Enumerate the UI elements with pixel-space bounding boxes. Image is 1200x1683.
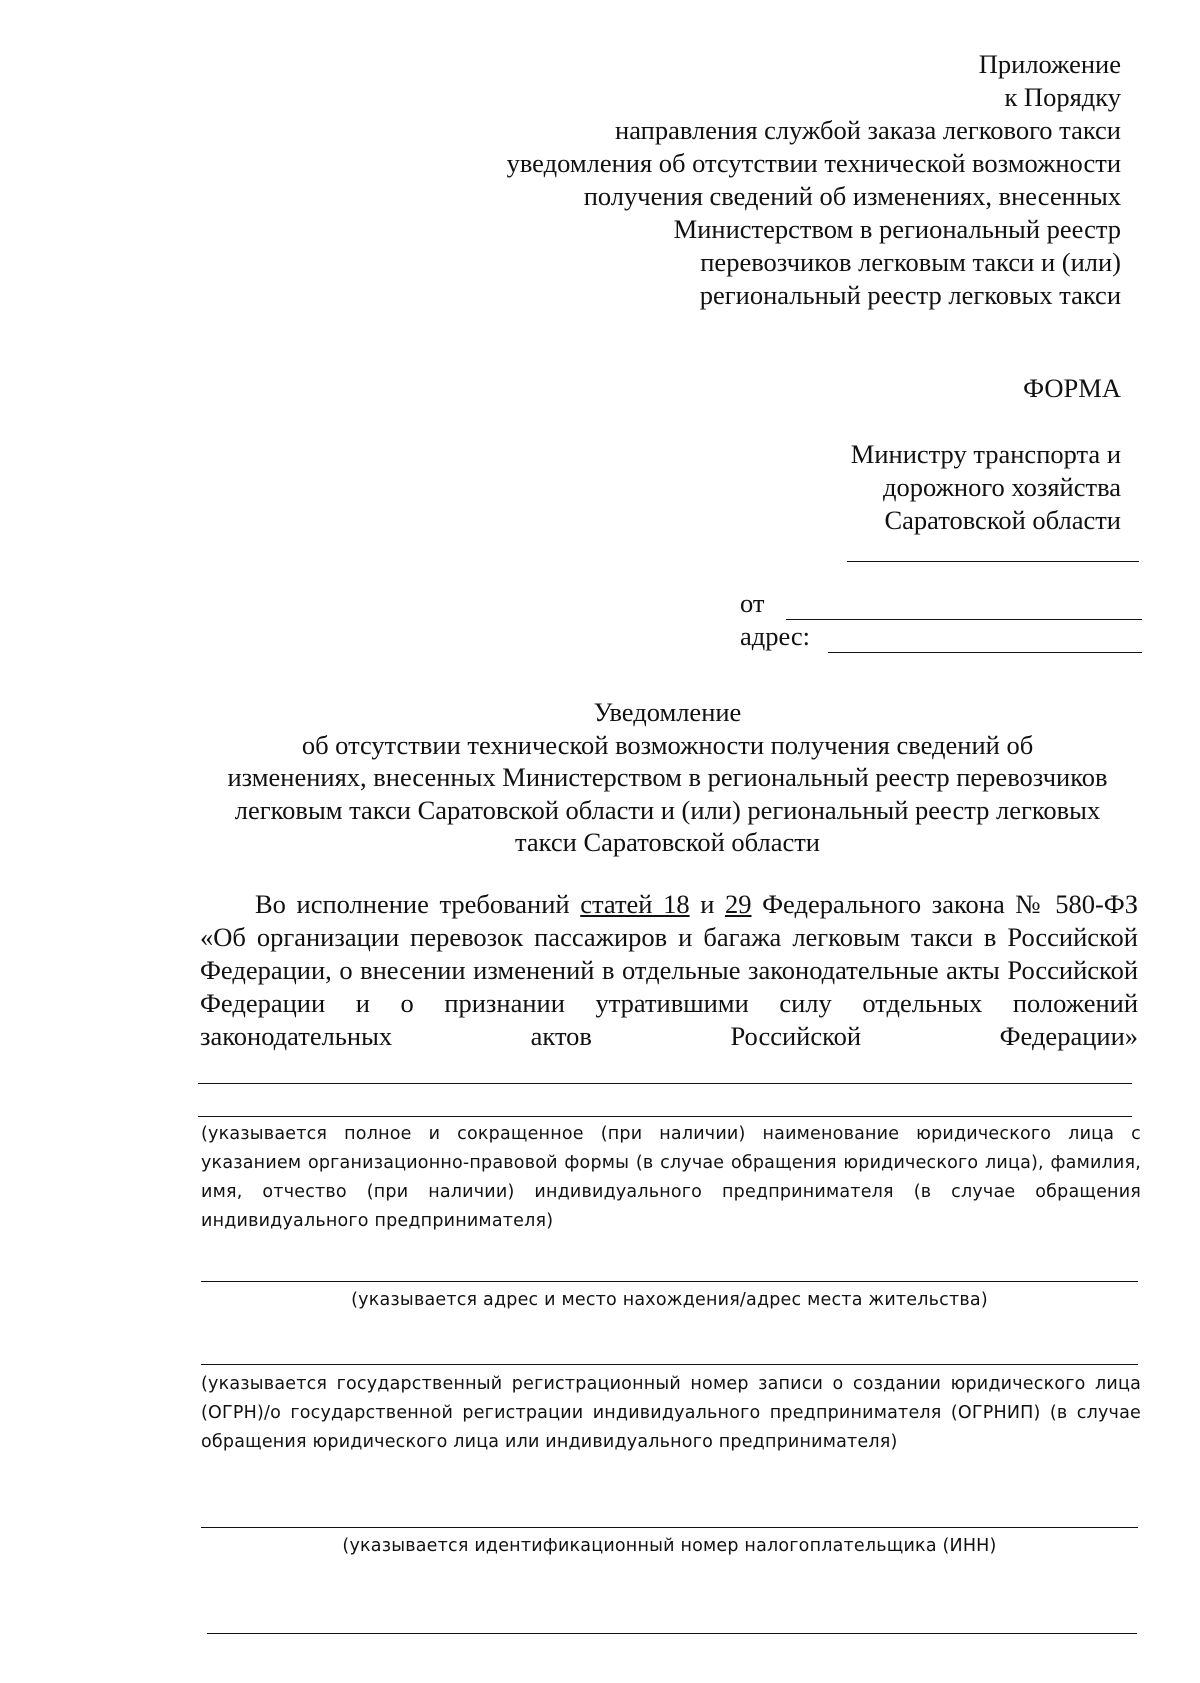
appendix-header [507, 48, 1121, 312]
note-registration: (указывается государственный регистрационный номер записи о создании юридического лица (ОГРН)/о государственной регистрации индивидуального предпринимателя (ОГРНИП) (в случае обращения юридического лица или индивидуального предпринимателя) [201, 1374, 1141, 1452]
body-text-part: Федерального закона № 580-ФЗ «Об организации перевозок пассажиров и багажа легковым такси в Российской Федерации, о внесении изменений в отдельные законодательные акты Российской Федерации и о признании утратившими силу отдельных положений законодательных актов Российской Федерации» [200, 889, 1138, 1051]
header-line: перевозчиков легковым такси и (или) [700, 247, 1121, 277]
body-text-part: и [689, 889, 725, 919]
notification-title [195, 696, 1140, 859]
note-org-name: (указывается полное и сокращенное (при наличии) наименование юридического лица с указанием организационно-правовой формы (в случае обращения юридического лица), фамилия, имя, отчество (при наличии) индивидуального предпринимателя (в случае обращения индивидуального предпринимателя) [201, 1124, 1141, 1231]
header-line: Приложение [978, 49, 1121, 79]
title-line: изменениях, внесенных Министерством в региональный реестр перевозчиков [227, 762, 1108, 792]
title-line: об отсутствии технической возможности получения сведений об [301, 729, 1034, 760]
form-label: ФОРМА [1023, 373, 1121, 403]
title-line: легковым такси Саратовской области и (или) региональный реестр легковых [234, 794, 1101, 825]
header-line: региональный реестр легковых такси [699, 280, 1121, 310]
fill-line [201, 1281, 1138, 1282]
fill-line [198, 1116, 1132, 1117]
title-line: такси Саратовской области [515, 827, 820, 857]
recipient-line: Саратовской области [884, 505, 1121, 535]
fill-line [198, 1083, 1132, 1084]
note-inn: (указывается идентификационный номер налогоплательщика (ИНН) [342, 1536, 997, 1556]
fill-line [207, 1633, 1137, 1634]
recipient-line: Министру транспорта и [850, 439, 1121, 469]
address-blank-line [828, 652, 1142, 653]
fill-line [201, 1527, 1138, 1528]
address-label: адрес: [740, 621, 811, 651]
header-line: направления службой заказа легкового такси [615, 115, 1121, 145]
law-article-18-link[interactable]: статей 18 [580, 889, 690, 919]
body-text-part: Во исполнение требований [255, 889, 581, 919]
title-heading: Уведомление [593, 697, 742, 727]
recipient-blank-line [847, 561, 1139, 562]
from-label: от [740, 588, 765, 618]
recipient-line: дорожного хозяйства [883, 472, 1121, 502]
header-line: Министерством в региональный реестр [673, 214, 1121, 244]
body-paragraph [200, 888, 1138, 1053]
recipient-block [851, 438, 1121, 537]
law-article-29-link[interactable]: 29 [725, 889, 752, 919]
header-line: к Порядку [1004, 82, 1121, 112]
header-line: получения сведений об изменениях, внесенных [583, 181, 1121, 211]
fill-line [201, 1364, 1138, 1365]
from-blank-line [786, 619, 1142, 620]
header-line: уведомления об отсутствии технической возможности [506, 148, 1121, 178]
note-address: (указывается адрес и место нахождения/адрес места жительства) [351, 1290, 988, 1310]
